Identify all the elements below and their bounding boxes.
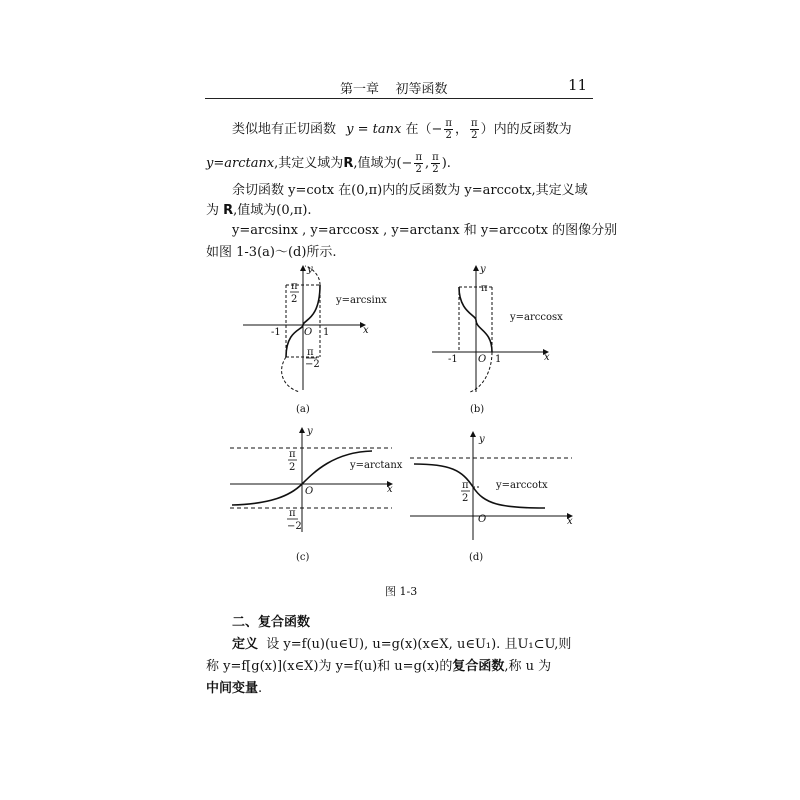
x-neg-label: -1 [271,327,281,338]
num: π [445,118,452,129]
top-label: π [291,281,298,292]
x-neg-label: -1 [448,354,458,365]
figure-c [230,428,392,532]
top-den: 2 [291,294,298,305]
den: 2 [471,130,478,141]
y-axis-label: y [480,264,486,275]
num: π [470,118,478,129]
def-line3 [206,678,262,700]
figure-caption: 图 1-3 [385,585,418,598]
curve-label-arccot: y=arccotx [496,480,548,491]
real-set: R [343,156,354,171]
top-den: 2 [289,462,296,473]
text: ,值域为(− [353,156,413,171]
chapter-label: 第一章 [340,82,380,97]
text: ,其定义域为 [274,156,344,171]
para3-line1: y=arcsinx , y=arccosx , y=arctanx 和 y=arccotx 的图像分别 [232,223,618,238]
formula: y = tanx [346,122,402,137]
curve-label-arcsin: y=arcsinx [336,295,387,306]
bottom-den: −2 [305,359,320,370]
text: . [258,681,263,696]
num: π [415,152,423,163]
bottom-label: π [289,508,296,519]
x-axis-label: x [363,325,369,336]
figure-d [410,432,572,540]
text: 设 y=f(u)(u∈U), u=g(x)(x∈X, u∈U₁). 且U₁⊂U,则 [266,637,572,652]
figure-b [432,266,548,392]
caption-c: (c) [296,552,310,563]
text: ， [454,122,468,137]
curve-label-arctan: y=arctanx [350,460,403,471]
curve-label-arccos: y=arccosx [510,312,563,323]
text: 称 y=f[g(x)](x∈X)为 y=f(u)和 u=g(x)的 [206,659,453,674]
y-axis-label: y [307,426,313,437]
x-axis-label: x [544,352,550,363]
text: ). [441,156,451,171]
caption-a: (a) [296,404,310,415]
y-axis-label: y [307,264,313,275]
mid-label: π [462,480,469,491]
def-line2 [206,656,551,678]
origin-label: O [478,514,487,525]
bottom-label: π [307,347,314,358]
bottom-den: −2 [287,521,302,532]
text: ,称 u 为 [504,659,552,674]
text: ,值域为(0,π). [233,203,312,218]
formula: y=arctanx [206,156,275,171]
term-composite-function: 复合函数 [452,659,505,674]
page-number: 11 [568,76,588,94]
definition-label: 定义 [232,637,259,652]
mid-den: 2 [462,493,469,504]
caption-d: (d) [469,552,484,563]
origin-label: O [305,486,314,497]
para3-line2: 如图 1-3(a)～(d)所示. [206,245,337,260]
origin-label: O [304,327,313,338]
top-label: π [481,283,488,294]
x-axis-label: x [567,516,573,527]
top-label: π [289,449,296,460]
section-heading: 二、复合函数 [232,615,311,630]
term-intermediate-variable: 中间变量 [206,681,259,696]
text: 为 [206,203,220,218]
caption-b: (b) [470,404,485,415]
origin-label: O [478,354,487,365]
x-axis-label: x [387,484,393,495]
text: ）内的反函数为 [480,122,572,137]
chapter-title: 初等函数 [395,82,448,97]
num: π [432,152,439,163]
text: 类似地有正切函数 [232,122,337,137]
real-set: R [223,203,234,218]
text: 在（− [405,122,443,137]
def-line1 [232,634,571,656]
text: , [425,156,430,171]
para2-line1: 余切函数 y=cotx 在(0,π)内的反函数为 y=arccotx,其定义域 [232,183,588,198]
x-pos-label: 1 [495,354,502,365]
y-axis-label: y [479,434,485,445]
den: 2 [432,164,439,175]
x-pos-label: 1 [323,327,330,338]
den: 2 [415,164,422,175]
den: 2 [445,130,452,141]
